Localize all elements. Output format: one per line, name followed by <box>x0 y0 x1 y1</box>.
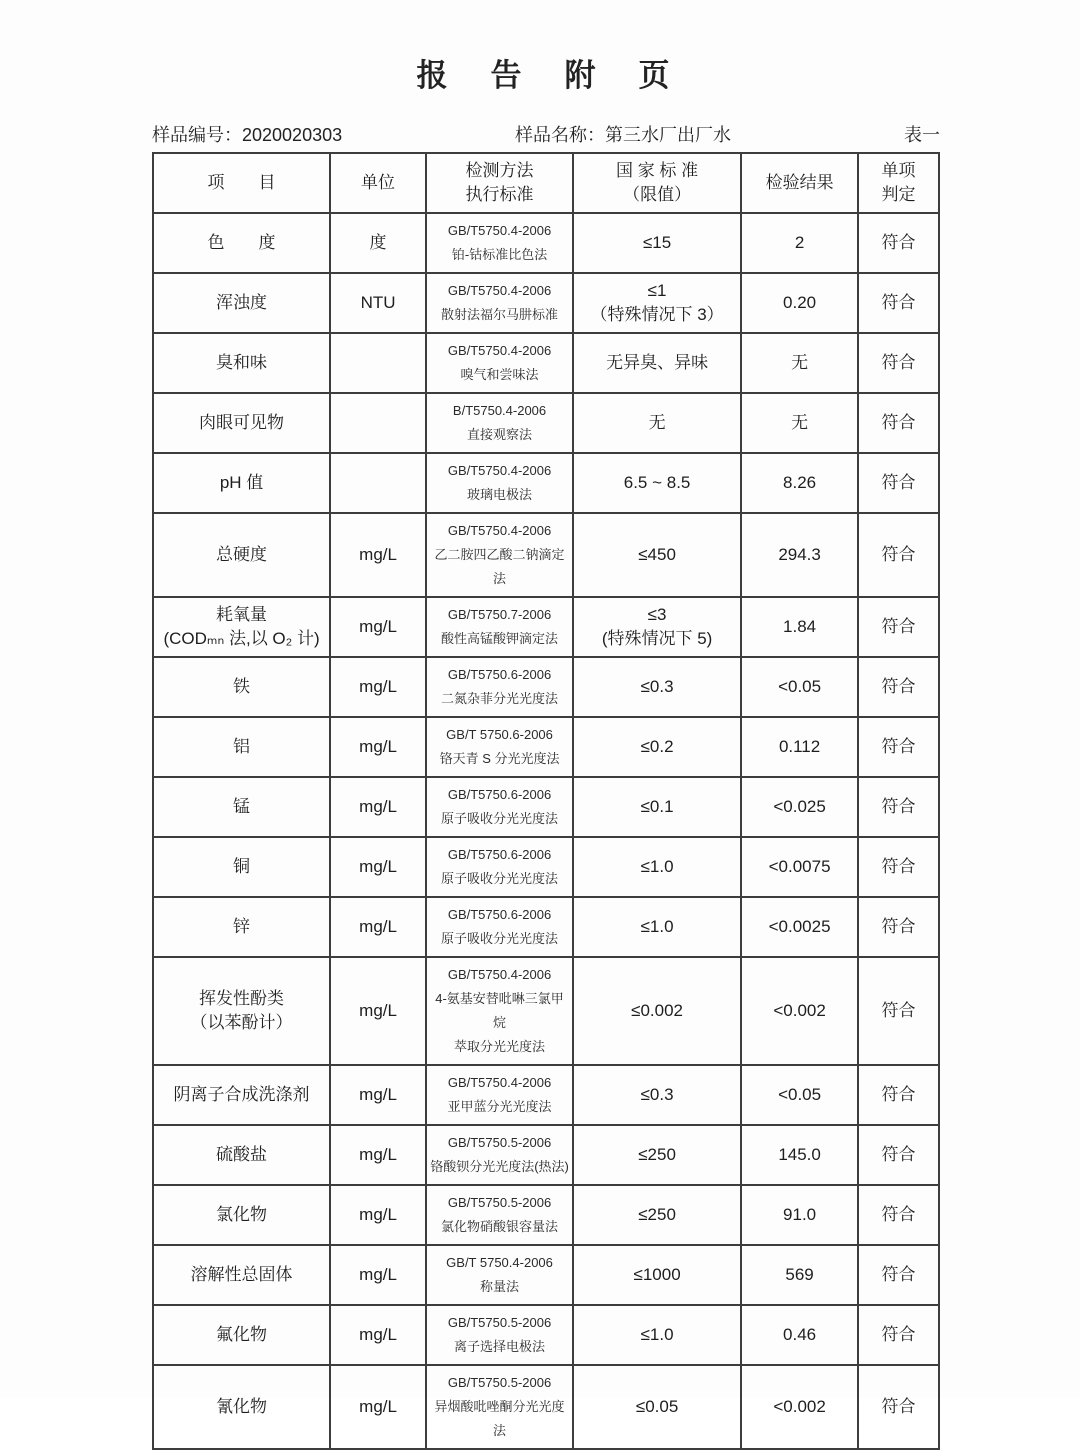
cell-method-line: GB/T5750.5-2006 <box>447 1195 552 1210</box>
cell-standard-line: 无异臭、异味 <box>606 353 709 372</box>
cell-result <box>741 1065 858 1125</box>
header-item <box>153 153 330 213</box>
cell-unit <box>330 1065 426 1125</box>
cell-item <box>153 513 330 597</box>
header-method-line2: 执行标准 <box>465 185 534 204</box>
cell-item-line: 铝 <box>233 737 251 756</box>
cell-unit-line: mg/L <box>359 1145 397 1164</box>
cell-item-line: (CODₘₙ 法,以 O₂ 计) <box>163 629 320 648</box>
cell-verdict-line: 符合 <box>881 1145 916 1164</box>
cell-method-line: 异烟酸吡唑酮分光光度法 <box>434 1399 565 1438</box>
cell-standard <box>573 1245 741 1305</box>
cell-method-line: 4-氨基安替吡啉三氯甲烷 <box>435 991 564 1030</box>
cell-verdict <box>858 717 939 777</box>
cell-method <box>426 897 573 957</box>
cell-unit <box>330 657 426 717</box>
cell-verdict <box>858 1305 939 1365</box>
table-row <box>153 213 939 273</box>
cell-method-line: GB/T5750.6-2006 <box>447 667 552 682</box>
cell-item <box>153 1185 330 1245</box>
cell-result-line: 8.26 <box>783 473 817 492</box>
cell-standard-line: ≤1000 <box>633 1265 681 1284</box>
cell-method-line: 铂-钴标准比色法 <box>451 247 548 262</box>
cell-method-line: 乙二胺四乙酸二钠滴定法 <box>434 547 565 586</box>
cell-unit-line: mg/L <box>359 617 397 636</box>
cell-verdict <box>858 393 939 453</box>
cell-method <box>426 837 573 897</box>
cell-method-line: GB/T5750.4-2006 <box>447 523 552 538</box>
cell-standard <box>573 597 741 657</box>
cell-verdict-line: 符合 <box>881 233 916 252</box>
cell-method-line: 离子选择电极法 <box>454 1339 546 1354</box>
table-row <box>153 1185 939 1245</box>
cell-method-line: 玻璃电极法 <box>467 487 533 502</box>
cell-result <box>741 333 858 393</box>
cell-verdict-line: 符合 <box>881 1265 916 1284</box>
cell-unit <box>330 597 426 657</box>
cell-method-line: GB/T5750.5-2006 <box>447 1375 552 1390</box>
cell-method-line: 氯化物硝酸银容量法 <box>441 1219 559 1234</box>
page-title: 报 告 附 页 <box>416 58 676 93</box>
table-row <box>153 333 939 393</box>
sample-name <box>515 121 731 147</box>
table-row <box>153 777 939 837</box>
cell-method-line: GB/T5750.6-2006 <box>447 787 552 802</box>
cell-method-line: 酸性高锰酸钾滴定法 <box>441 631 559 646</box>
cell-standard-line: ≤450 <box>638 545 676 564</box>
cell-standard <box>573 657 741 717</box>
cell-method-line: GB/T5750.6-2006 <box>447 847 552 862</box>
cell-result-line: <0.05 <box>778 1085 822 1104</box>
cell-method <box>426 717 573 777</box>
cell-unit-line: mg/L <box>359 677 397 696</box>
cell-standard-line: ≤250 <box>638 1145 676 1164</box>
cell-result-line: 0.46 <box>783 1325 817 1344</box>
cell-item-line: 臭和味 <box>216 353 268 372</box>
cell-verdict <box>858 333 939 393</box>
cell-method-line: 嗅气和尝味法 <box>460 367 539 382</box>
cell-standard-line: ≤0.05 <box>635 1397 679 1416</box>
cell-method <box>426 1305 573 1365</box>
cell-result <box>741 717 858 777</box>
cell-result-line: <0.0025 <box>768 917 831 936</box>
cell-verdict <box>858 273 939 333</box>
cell-unit-line: NTU <box>360 293 396 312</box>
cell-item <box>153 597 330 657</box>
cell-result-line: 无 <box>791 353 809 372</box>
cell-result <box>741 1305 858 1365</box>
cell-result-line: <0.025 <box>773 797 826 816</box>
cell-result-line: 2 <box>794 233 805 252</box>
cell-unit-line: mg/L <box>359 857 397 876</box>
cell-standard <box>573 513 741 597</box>
table-header-row <box>153 153 939 213</box>
cell-unit-line: mg/L <box>359 797 397 816</box>
cell-method-line: 原子吸收分光光度法 <box>441 811 559 826</box>
cell-method-line: 散射法福尔马肼标准 <box>441 307 559 322</box>
cell-standard-line: ≤0.3 <box>640 1085 674 1104</box>
cell-result <box>741 273 858 333</box>
cell-item-line: 肉眼可见物 <box>199 413 285 432</box>
sample-id <box>152 121 342 147</box>
cell-item <box>153 717 330 777</box>
cell-method-line: 萃取分光光度法 <box>454 1039 546 1054</box>
cell-method-line: 二氮杂菲分光光度法 <box>441 691 559 706</box>
cell-verdict-line: 符合 <box>881 1085 916 1104</box>
cell-method-line: GB/T5750.5-2006 <box>447 1135 552 1150</box>
cell-verdict <box>858 213 939 273</box>
cell-item-line: 铜 <box>233 857 251 876</box>
cell-verdict-line: 符合 <box>881 857 916 876</box>
cell-item <box>153 273 330 333</box>
cell-method-line: GB/T5750.4-2006 <box>447 1075 552 1090</box>
cell-standard <box>573 393 741 453</box>
cell-verdict-line: 符合 <box>881 1325 916 1344</box>
cell-item-line: 溶解性总固体 <box>190 1265 293 1284</box>
cell-item <box>153 1245 330 1305</box>
cell-standard <box>573 957 741 1065</box>
cell-unit-line: mg/L <box>359 1325 397 1344</box>
cell-standard-line: （特殊情况下 3） <box>590 305 724 324</box>
cell-result-line: 145.0 <box>778 1145 821 1164</box>
cell-unit-line: mg/L <box>359 1265 397 1284</box>
cell-result <box>741 213 858 273</box>
cell-method <box>426 1245 573 1305</box>
cell-item <box>153 333 330 393</box>
cell-item <box>153 897 330 957</box>
header-unit-label: 单位 <box>361 173 396 192</box>
cell-method-line: GB/T5750.4-2006 <box>447 223 552 238</box>
cell-unit <box>330 1125 426 1185</box>
sample-info-row <box>152 121 940 147</box>
cell-verdict <box>858 1125 939 1185</box>
cell-standard-line: ≤1 <box>647 281 667 300</box>
header-verdict-line2: 判定 <box>881 185 916 204</box>
table-row <box>153 897 939 957</box>
cell-method <box>426 333 573 393</box>
cell-unit-line: mg/L <box>359 1397 397 1416</box>
cell-result-line: 569 <box>785 1265 814 1284</box>
cell-method-line: B/T5750.4-2006 <box>452 403 547 418</box>
cell-standard-line: ≤0.1 <box>640 797 674 816</box>
cell-result-line: 0.112 <box>778 737 821 756</box>
cell-item <box>153 453 330 513</box>
cell-unit-line: 度 <box>369 233 387 252</box>
cell-method <box>426 1125 573 1185</box>
cell-verdict-line: 符合 <box>881 293 916 312</box>
cell-item <box>153 1065 330 1125</box>
table-row <box>153 837 939 897</box>
cell-method-line: GB/T5750.4-2006 <box>447 343 552 358</box>
header-standard-line2: （限值） <box>623 185 692 204</box>
cell-item <box>153 837 330 897</box>
cell-standard <box>573 1125 741 1185</box>
cell-unit <box>330 1305 426 1365</box>
cell-unit <box>330 957 426 1065</box>
cell-result <box>741 1125 858 1185</box>
cell-method-line: GB/T 5750.4-2006 <box>446 1255 553 1270</box>
cell-method <box>426 657 573 717</box>
cell-result <box>741 1185 858 1245</box>
table-row <box>153 453 939 513</box>
cell-method-line: GB/T5750.5-2006 <box>447 1315 552 1330</box>
cell-verdict-line: 符合 <box>881 1001 916 1020</box>
cell-result-line: <0.002 <box>773 1001 826 1020</box>
cell-verdict <box>858 777 939 837</box>
cell-method-line: GB/T5750.6-2006 <box>447 907 552 922</box>
cell-item-line: pH 值 <box>219 473 264 492</box>
cell-verdict <box>858 1245 939 1305</box>
cell-verdict-line: 符合 <box>881 545 916 564</box>
cell-result-line: <0.05 <box>778 677 822 696</box>
table-number-label: 表一 <box>903 125 940 145</box>
cell-result-line: <0.002 <box>773 1397 826 1416</box>
cell-unit-line: mg/L <box>359 545 397 564</box>
cell-verdict <box>858 837 939 897</box>
cell-method <box>426 597 573 657</box>
cell-unit-line: mg/L <box>359 737 397 756</box>
cell-standard <box>573 897 741 957</box>
cell-item <box>153 777 330 837</box>
cell-item <box>153 1365 330 1449</box>
cell-verdict-line: 符合 <box>881 473 916 492</box>
cell-item-line: 硫酸盐 <box>216 1145 268 1164</box>
cell-standard-line: ≤3 <box>647 605 667 624</box>
cell-result <box>741 897 858 957</box>
cell-item <box>153 1125 330 1185</box>
cell-verdict <box>858 1185 939 1245</box>
report-table <box>152 152 940 1450</box>
cell-method-line: GB/T5750.4-2006 <box>447 967 552 982</box>
cell-result <box>741 1365 858 1449</box>
cell-standard <box>573 1365 741 1449</box>
cell-unit <box>330 333 426 393</box>
cell-method-line: GB/T5750.4-2006 <box>447 283 552 298</box>
header-unit <box>330 153 426 213</box>
cell-verdict-line: 符合 <box>881 617 916 636</box>
report-table-body <box>153 213 939 1449</box>
cell-verdict <box>858 1365 939 1449</box>
cell-item-line: 挥发性酚类 <box>199 989 285 1008</box>
cell-item-line: （以苯酚计） <box>190 1013 293 1032</box>
cell-standard <box>573 777 741 837</box>
cell-result-line: 0.20 <box>783 293 817 312</box>
cell-method <box>426 1185 573 1245</box>
header-verdict-line1: 单项 <box>881 161 916 180</box>
table-row <box>153 957 939 1065</box>
cell-verdict <box>858 897 939 957</box>
cell-verdict <box>858 957 939 1065</box>
cell-result <box>741 1245 858 1305</box>
cell-unit <box>330 1185 426 1245</box>
cell-standard-line: ≤1.0 <box>640 857 674 876</box>
cell-item-line: 氰化物 <box>216 1397 268 1416</box>
cell-method-line: 称量法 <box>480 1279 520 1294</box>
cell-verdict <box>858 453 939 513</box>
cell-unit <box>330 1365 426 1449</box>
cell-standard-line: 6.5 ~ 8.5 <box>623 473 691 492</box>
cell-method <box>426 513 573 597</box>
cell-verdict-line: 符合 <box>881 1205 916 1224</box>
table-row <box>153 597 939 657</box>
table-row <box>153 393 939 453</box>
cell-standard <box>573 1065 741 1125</box>
table-row <box>153 513 939 597</box>
cell-unit <box>330 777 426 837</box>
table-row <box>153 1365 939 1449</box>
cell-verdict-line: 符合 <box>881 353 916 372</box>
header-result <box>741 153 858 213</box>
cell-method-line: GB/T 5750.6-2006 <box>446 727 553 742</box>
cell-item-line: 浑浊度 <box>216 293 268 312</box>
table-row <box>153 1065 939 1125</box>
cell-standard <box>573 1305 741 1365</box>
cell-item <box>153 1305 330 1365</box>
cell-unit <box>330 213 426 273</box>
cell-verdict-line: 符合 <box>881 797 916 816</box>
cell-standard-line: ≤1.0 <box>640 917 674 936</box>
cell-result <box>741 837 858 897</box>
cell-method-line: 铬酸钡分光光度法(热法) <box>430 1159 569 1174</box>
cell-verdict-line: 符合 <box>881 1397 916 1416</box>
cell-item <box>153 657 330 717</box>
header-method <box>426 153 573 213</box>
cell-method <box>426 1065 573 1125</box>
cell-standard-line: ≤0.002 <box>631 1001 684 1020</box>
cell-verdict-line: 符合 <box>881 737 916 756</box>
cell-method <box>426 393 573 453</box>
cell-verdict <box>858 597 939 657</box>
cell-method-line: 亚甲蓝分光光度法 <box>447 1099 552 1114</box>
cell-verdict-line: 符合 <box>881 677 916 696</box>
cell-result-line: 无 <box>791 413 809 432</box>
table-row <box>153 273 939 333</box>
table-row <box>153 1245 939 1305</box>
cell-standard-line: ≤0.3 <box>640 677 674 696</box>
cell-standard <box>573 453 741 513</box>
cell-result <box>741 513 858 597</box>
cell-method-line: 直接观察法 <box>467 427 533 442</box>
cell-item-line: 氯化物 <box>216 1205 268 1224</box>
cell-verdict-line: 符合 <box>881 917 916 936</box>
cell-result-line: <0.0075 <box>768 857 831 876</box>
cell-result-line: 1.84 <box>783 617 817 636</box>
cell-method-line: GB/T5750.4-2006 <box>447 463 552 478</box>
cell-standard <box>573 717 741 777</box>
table-row <box>153 717 939 777</box>
cell-result <box>741 957 858 1065</box>
cell-item <box>153 213 330 273</box>
cell-item-line: 阴离子合成洗涤剂 <box>173 1085 310 1104</box>
cell-method-line: 原子吸收分光光度法 <box>441 931 559 946</box>
sample-id-value: 2020020303 <box>242 125 343 145</box>
sample-name-label: 样品名称： <box>515 125 606 145</box>
cell-standard-line: ≤15 <box>642 233 672 252</box>
cell-standard-line: (特殊情况下 5) <box>601 629 713 648</box>
cell-verdict <box>858 657 939 717</box>
cell-item-line: 锌 <box>233 917 251 936</box>
sample-id-label: 样品编号： <box>152 125 242 145</box>
cell-standard-line: 无 <box>648 413 666 432</box>
cell-unit <box>330 393 426 453</box>
table-row <box>153 1125 939 1185</box>
cell-unit <box>330 513 426 597</box>
cell-item-line: 锰 <box>233 797 251 816</box>
cell-item-line: 氟化物 <box>216 1325 268 1344</box>
cell-standard <box>573 1185 741 1245</box>
cell-item <box>153 957 330 1065</box>
cell-standard-line: ≤1.0 <box>640 1325 674 1344</box>
cell-unit <box>330 453 426 513</box>
cell-result <box>741 393 858 453</box>
cell-unit-line: mg/L <box>359 1205 397 1224</box>
cell-standard <box>573 333 741 393</box>
cell-unit <box>330 897 426 957</box>
cell-result <box>741 597 858 657</box>
cell-method <box>426 777 573 837</box>
cell-unit-line: mg/L <box>359 917 397 936</box>
cell-verdict <box>858 513 939 597</box>
header-verdict <box>858 153 939 213</box>
sample-name-value: 第三水厂出厂水 <box>605 125 732 145</box>
cell-method <box>426 957 573 1065</box>
cell-unit <box>330 273 426 333</box>
cell-unit-line: mg/L <box>359 1085 397 1104</box>
cell-result-line: 91.0 <box>783 1205 817 1224</box>
cell-item-line: 总硬度 <box>216 545 268 564</box>
cell-method <box>426 453 573 513</box>
cell-item-line: 耗氧量 <box>216 605 268 624</box>
cell-method-line: 铬天青 S 分光光度法 <box>439 751 560 766</box>
cell-standard-line: ≤250 <box>638 1205 676 1224</box>
cell-standard <box>573 837 741 897</box>
cell-verdict <box>858 1065 939 1125</box>
cell-method-line: 原子吸收分光光度法 <box>441 871 559 886</box>
cell-result <box>741 453 858 513</box>
cell-method-line: GB/T5750.7-2006 <box>447 607 552 622</box>
cell-standard-line: ≤0.2 <box>640 737 674 756</box>
cell-unit <box>330 1245 426 1305</box>
cell-method <box>426 273 573 333</box>
table-row <box>153 1305 939 1365</box>
cell-result-line: 294.3 <box>778 545 821 564</box>
cell-item-line: 色 度 <box>207 233 276 252</box>
cell-method <box>426 1365 573 1449</box>
cell-item <box>153 393 330 453</box>
cell-result <box>741 657 858 717</box>
header-method-line1: 检测方法 <box>465 161 534 180</box>
cell-standard <box>573 273 741 333</box>
table-row <box>153 657 939 717</box>
cell-unit <box>330 717 426 777</box>
cell-result <box>741 777 858 837</box>
cell-method <box>426 213 573 273</box>
cell-unit-line: mg/L <box>359 1001 397 1020</box>
header-item-label: 项 目 <box>207 173 276 192</box>
header-result-label: 检验结果 <box>765 173 834 192</box>
header-standard-line1: 国 家 标 准 <box>615 161 699 180</box>
header-standard <box>573 153 741 213</box>
cell-verdict-line: 符合 <box>881 413 916 432</box>
cell-item-line: 铁 <box>233 677 251 696</box>
cell-standard <box>573 213 741 273</box>
cell-unit <box>330 837 426 897</box>
